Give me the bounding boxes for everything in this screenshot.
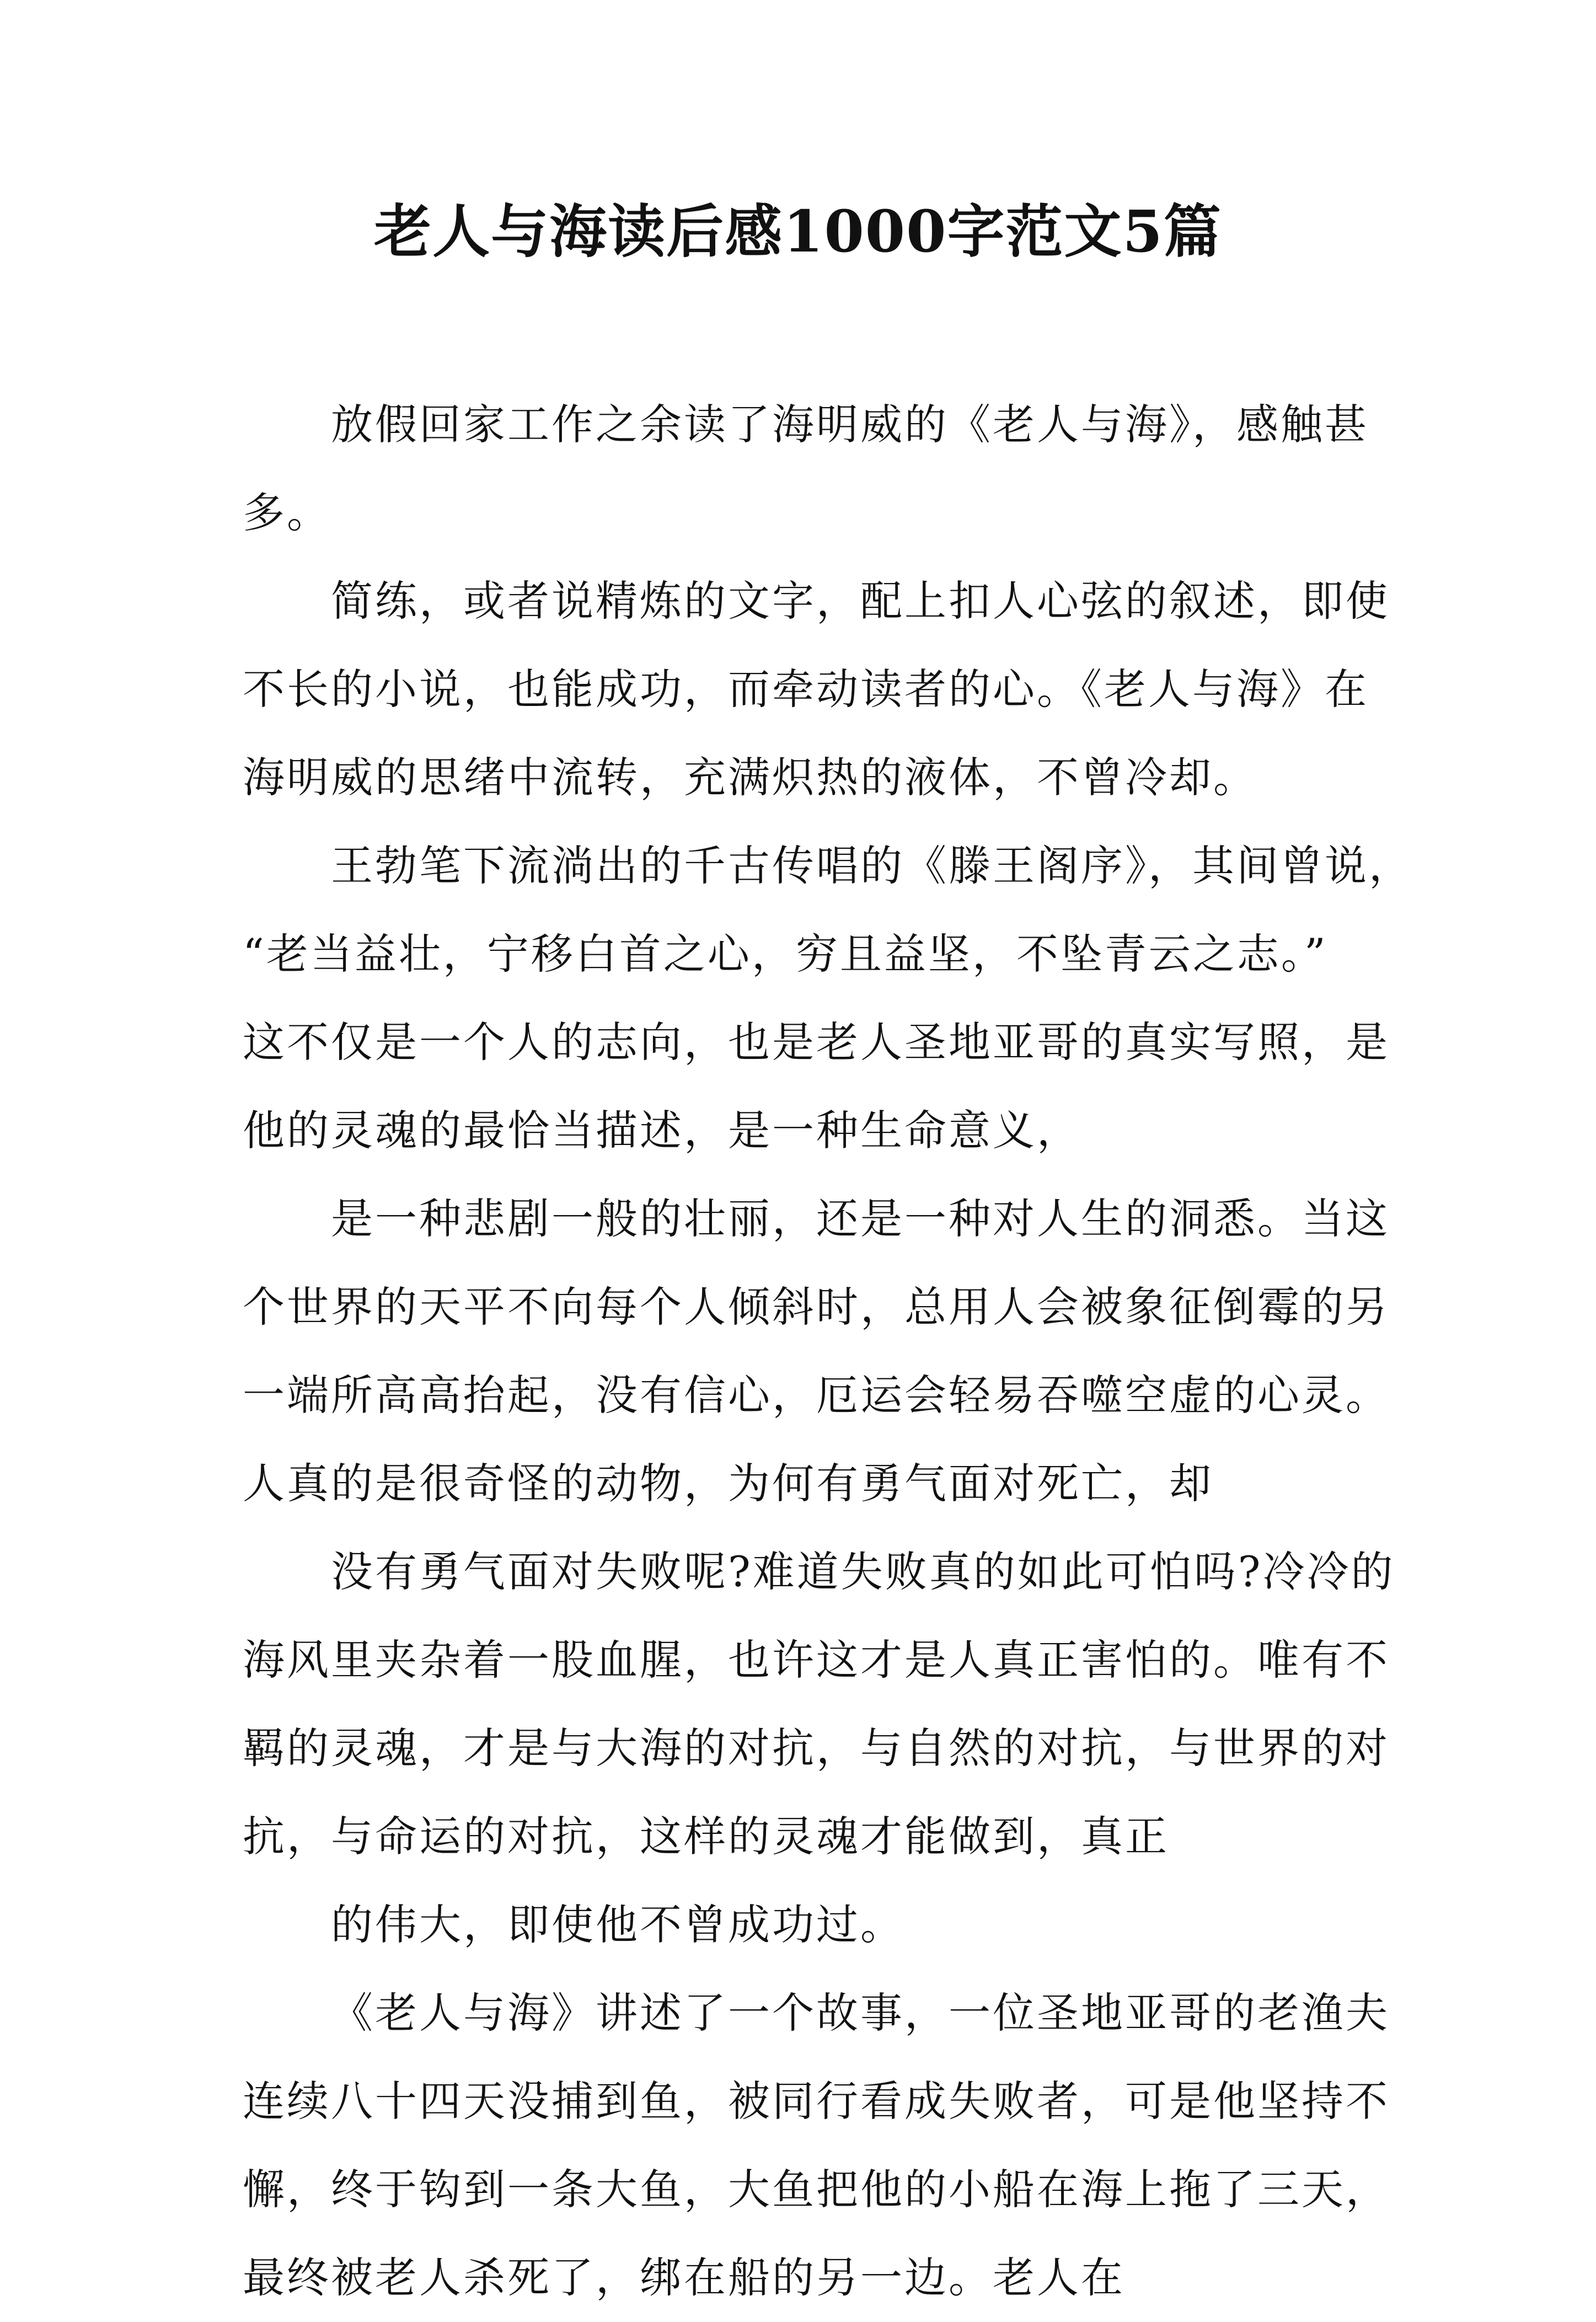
text-line: 放假回家工作之余读了海明威的《老人与海》，感触甚 [331,400,1369,449]
text-line: 海风里夹杂着一股血腥，也许这才是人真正害怕的。唯有不 [243,1635,1390,1684]
text-line: 羁的灵魂，才是与大海的对抗，与自然的对抗，与世界的对 [243,1724,1390,1773]
text-line: “老当益壮，宁移白首之心，穷且益坚，不坠青云之志。” [243,929,1328,978]
document-body [243,381,1412,2322]
text-line: 多。 [243,488,331,537]
text-line: 《老人与海》讲述了一个故事，一位圣地亚哥的老渔夫 [331,1988,1390,2037]
text-line: 抗，与命运的对抗，这样的灵魂才能做到，真正 [243,1812,1169,1861]
text-line: 王勃笔下流淌出的千古传唱的《滕王阁序》，其间曾说， [331,841,1413,890]
text-line: 最终被老人杀死了，绑在船的另一边。老人在 [243,2253,1125,2302]
text-line: 他的灵魂的最恰当描述，是一种生命意义， [243,1106,1081,1155]
document-title: 老人与海读后感1000字范文5篇 [374,197,1222,265]
text-line: 一端所高高抬起，没有信心，厄运会轻易吞噬空虚的心灵。 [243,1371,1390,1420]
text-line: 连续八十四天没捕到鱼，被同行看成失败者，可是他坚持不 [243,2077,1390,2126]
text-line: 个世界的天平不向每个人倾斜时，总用人会被象征倒霉的另 [243,1282,1390,1331]
text-line: 海明威的思绪中流转，充满炽热的液体，不曾冷却。 [243,753,1257,802]
text-line: 人真的是很奇怪的动物，为何有勇气面对死亡，却 [243,1459,1213,1508]
text-line: 的伟大，即使他不曾成功过。 [331,1900,904,1949]
text-line: 没有勇气面对失败呢?难道失败真的如此可怕吗?冷冷的 [331,1547,1395,1596]
text-line: 不长的小说，也能成功，而牵动读者的心。《老人与海》在 [243,665,1369,714]
text-line: 这不仅是一个人的志向，也是老人圣地亚哥的真实写照，是 [243,1018,1390,1067]
text-line: 简练，或者说精炼的文字，配上扣人心弦的叙述，即使 [331,576,1390,625]
text-line: 懈，终于钩到一条大鱼，大鱼把他的小船在海上拖了三天， [243,2165,1390,2214]
text-line: 是一种悲剧一般的壮丽，还是一种对人生的洞悉。当这 [331,1194,1390,1243]
